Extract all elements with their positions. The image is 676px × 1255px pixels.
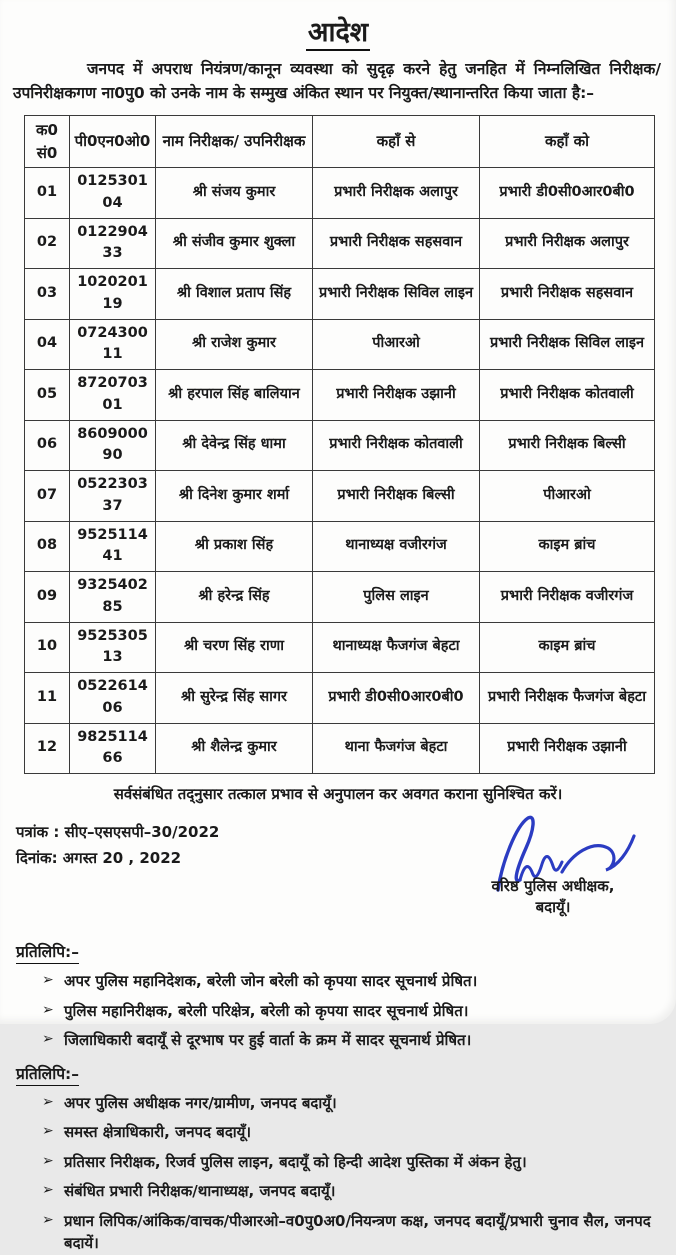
cell-to: पीआरओ [480,471,655,522]
table-row [25,622,655,673]
arrow-bullet-icon: ➢ [42,972,54,989]
cell-sno: 03 [25,269,70,320]
copy-item [16,1092,660,1115]
copy-heading: प्रतिलिपि:– [16,1062,79,1086]
arrow-bullet-icon: ➢ [42,1182,54,1199]
arrow-bullet-icon: ➢ [42,1031,54,1048]
footer-block [16,822,660,930]
cell-to: प्रभारी निरीक्षक अलापुर [480,218,655,269]
copy-item [16,1029,660,1052]
cell-from: पुलिस लाइन [313,572,480,623]
cell-from: प्रभारी निरीक्षक अलापुर [313,168,480,219]
cell-to: प्रभारी निरीक्षक सहसवान [480,269,655,320]
cell-sno: 11 [25,673,70,724]
copy-heading: प्रतिलिपि:– [16,940,79,964]
cell-sno: 07 [25,471,70,522]
header-name: नाम निरीक्षक/ उपनिरीक्षक [156,116,313,168]
cell-name: श्री हरपाल सिंह बालियान [156,370,313,421]
cell-sno: 06 [25,420,70,471]
signatory-designation: वरिष्ठ पुलिस अधीक्षक, [491,877,615,896]
cell-to: प्रभारी डी0सी0आर0बी0 [480,168,655,219]
cell-sno: 10 [25,622,70,673]
table-row [25,521,655,572]
table-row [25,572,655,623]
arrow-bullet-icon: ➢ [42,1093,54,1110]
copy-item-text: प्रधान लिपिक/आंकिक/वाचक/पीआरओ–व0पु0अ0/नियन्त्रण कक्ष, जनपद बदायूँ/प्रभारी चुनाव सैल, जनपद बदायें। [64,1211,651,1253]
copy-item-text: अपर पुलिस महानिदेशक, बरेली जोन बरेली को कृपया सादर सूचनार्थ प्रेषित। [64,972,478,991]
signature-block [448,810,658,918]
document-title: आदेश [0,0,676,49]
cell-name: श्री प्रकाश सिंह [156,521,313,572]
cell-sno: 08 [25,521,70,572]
cell-to: प्रभारी निरीक्षक उझानी [480,723,655,774]
cell-pno: 072430011 [70,319,156,370]
cell-from: थाना फैजगंज बेहटा [313,723,480,774]
cell-name: श्री राजेश कुमार [156,319,313,370]
copy-item-text: जिलाधिकारी बदायूँ से दूरभाष पर हुई वार्ता के क्रम में सादर सूचनार्थ प्रेषित। [64,1031,472,1050]
cell-sno: 12 [25,723,70,774]
table-row [25,471,655,522]
cell-from: पीआरओ [313,319,480,370]
arrow-bullet-icon: ➢ [42,1152,54,1169]
cell-pno: 872070301 [70,370,156,421]
header-to: कहाँ को [480,116,655,168]
cell-sno: 05 [25,370,70,421]
header-from: कहाँ से [313,116,480,168]
cell-name: श्री सुरेन्द्र सिंह सागर [156,673,313,724]
cell-from: प्रभारी निरीक्षक कोतवाली [313,420,480,471]
cell-from: प्रभारी निरीक्षक सहसवान [313,218,480,269]
header-pno: पी0एन0ओ0 [70,116,156,168]
cell-name: श्री हरेन्द्र सिंह [156,572,313,623]
cell-to: प्रभारी निरीक्षक कोतवाली [480,370,655,421]
cell-to: प्रभारी निरीक्षक बिल्सी [480,420,655,471]
cell-from: थानाध्यक्ष वजीरगंज [313,521,480,572]
table-row [25,420,655,471]
letter-number: पत्रांक : सीए–एसएसपी–30/2022 [16,823,220,842]
cell-from: प्रभारी निरीक्षक उझानी [313,370,480,421]
table-header-row [25,116,655,168]
table-row [25,673,655,724]
cell-name: श्री देवेन्द्र सिंह धामा [156,420,313,471]
copy-item-text: समस्त क्षेत्राधिकारी, जनपद बदायूँ। [64,1123,252,1142]
arrow-bullet-icon: ➢ [42,1211,54,1228]
compliance-line: सर्वसंबंधित तद्नुसार तत्काल प्रभाव से अनुपालन कर अवगत कराना सुनिश्चित करें। [113,785,563,804]
cell-pno: 952530513 [70,622,156,673]
cell-to: काइम ब्रांच [480,521,655,572]
cell-name: श्री विशाल प्रताप सिंह [156,269,313,320]
copy-item-text: अपर पुलिस अधीक्षक नगर/ग्रामीण, जनपद बदायूँ। [64,1093,337,1112]
letter-date: दिनांक: अगस्त 20 , 2022 [16,849,182,868]
copy-item [16,970,660,993]
cell-name: श्री दिनेश कुमार शर्मा [156,471,313,522]
cell-pno: 052261406 [70,673,156,724]
table-row [25,168,655,219]
cell-pno: 052230337 [70,471,156,522]
cell-pno: 982511466 [70,723,156,774]
cell-pno: 952511441 [70,521,156,572]
cell-from: प्रभारी डी0सी0आर0बी0 [313,673,480,724]
copy-item [16,1210,660,1255]
cell-to: प्रभारी निरीक्षक फैजगंज बेहटा [480,673,655,724]
cell-to: प्रभारी निरीक्षक सिविल लाइन [480,319,655,370]
table-row [25,319,655,370]
copy-section-2 [16,1062,660,1255]
cell-from: थानाध्यक्ष फैजगंज बेहटा [313,622,480,673]
copy-item [16,1000,660,1023]
cell-pno: 860900090 [70,420,156,471]
cell-name: श्री संजय कुमार [156,168,313,219]
table-row [25,370,655,421]
table-row [25,269,655,320]
cell-sno: 02 [25,218,70,269]
copy-section-1 [16,940,660,1052]
cell-to: काइम ब्रांच [480,622,655,673]
copy-item-text: प्रतिसार निरीक्षक, रिजर्व पुलिस लाइन, बदायूँ को हिन्दी आदेश पुस्तिका में अंकन हेतु। [64,1152,527,1171]
cell-name: श्री शैलेन्द्र कुमार [156,723,313,774]
table-row [25,218,655,269]
cell-to: प्रभारी निरीक्षक वजीरगंज [480,572,655,623]
cell-from: प्रभारी निरीक्षक सिविल लाइन [313,269,480,320]
copy-item [16,1121,660,1144]
cell-sno: 01 [25,168,70,219]
intro-paragraph: जनपद में अपराध नियंत्रण/कानून व्यवस्था को सुदृढ़ करने हेतु जनहित में निम्नलिखित निरीक्षक/उपनिरीक्षकगण ना0पु0 को उनके नाम के सम्मुख अंकित स्थान पर नियुक्त/स्थानान्तरित किया जाता है:– [13,60,661,103]
cell-from: प्रभारी निरीक्षक बिल्सी [313,471,480,522]
cell-pno: 102020119 [70,269,156,320]
copy-item [16,1151,660,1174]
transfer-table [24,115,655,774]
cell-sno: 04 [25,319,70,370]
cell-pno: 932540285 [70,572,156,623]
header-serial-no: क0 सं0 [25,116,70,168]
copy-item [16,1180,660,1203]
cell-name: श्री चरण सिंह राणा [156,622,313,673]
arrow-bullet-icon: ➢ [42,1123,54,1140]
cell-sno: 09 [25,572,70,623]
cell-name: श्री संजीव कुमार शुक्ला [156,218,313,269]
copy-list [16,1092,660,1255]
copy-item-text: संबंधित प्रभारी निरीक्षक/थानाध्यक्ष, जनपद बदायूँ। [64,1182,336,1201]
arrow-bullet-icon: ➢ [42,1001,54,1018]
copy-item-text: पुलिस महानिरीक्षक, बरेली परिक्षेत्र, बरेली को कृपया सादर सूचनार्थ प्रेषित। [64,1001,469,1020]
cell-pno: 012290433 [70,218,156,269]
table-row [25,723,655,774]
signatory-place: बदायूँ। [535,898,571,917]
cell-pno: 012530104 [70,168,156,219]
copy-list [16,970,660,1052]
